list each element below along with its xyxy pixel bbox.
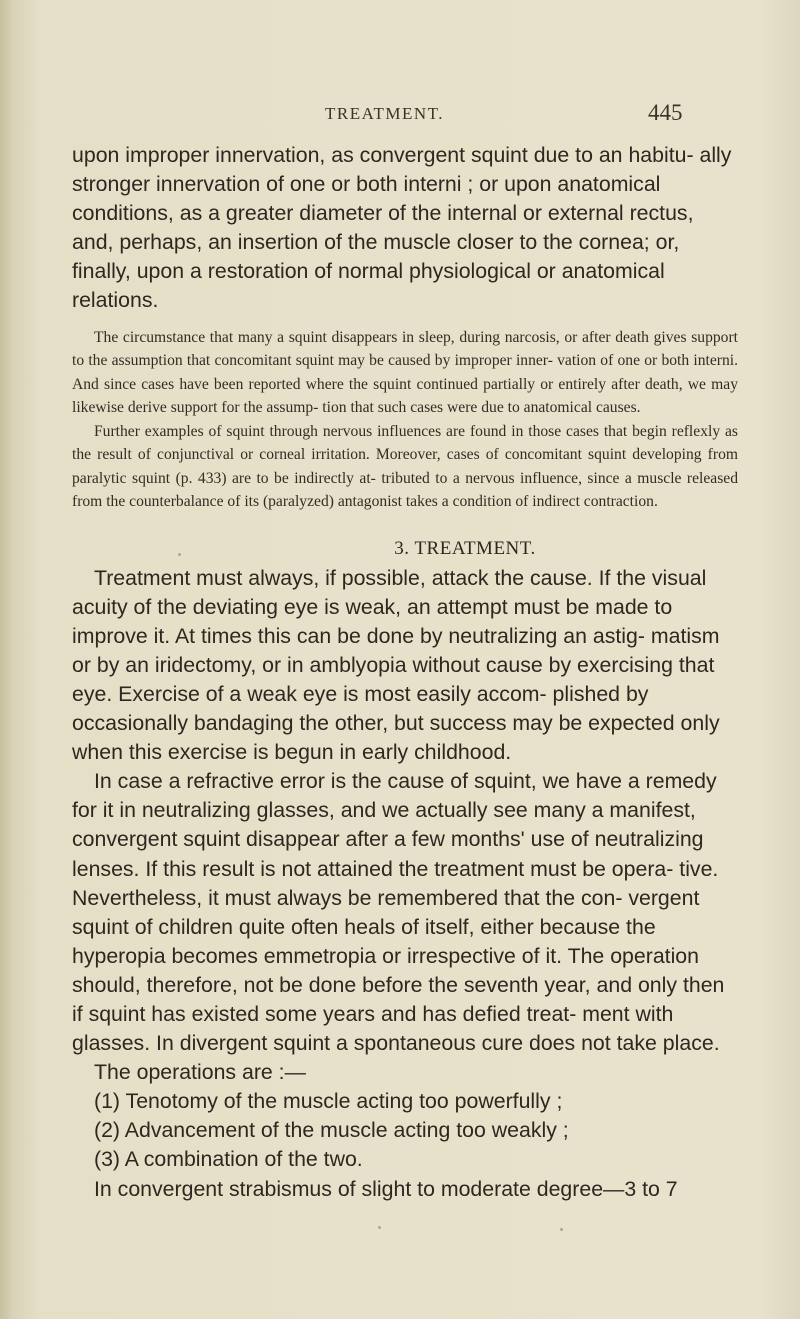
small-print-paragraph: The circumstance that many a squint disappears in sleep, during narcosis, or after death gives support to the assumption that concomitant squint may be caused by improper inner- vation of one or both interni. And since cases have been reported where the squint continued partially or entirely after death, we may likewise derive support for the assump- tion that such cases were due to anatomical causes.: [72, 328, 738, 417]
operation-item: (2) Advancement of the muscle acting too weakly ;: [94, 1118, 569, 1143]
page-body: [72, 141, 738, 1204]
running-title: TREATMENT.: [325, 104, 445, 123]
page-edge-shadow: [0, 0, 12, 1319]
small-print-paragraph: Further examples of squint through nervous influences are found in those cases that begin reflexly as the result of conjunctival or corneal irritation. Moreover, cases of concomitant squint developing from paralytic squint (p. 433) are to be indirectly at- tributed to a nervous influence, since a muscle released from the counterbalance of its (paralyzed) antagonist takes a condition of indirect contraction.: [72, 422, 738, 511]
operation-item: (1) Tenotomy of the muscle acting too powerfully ;: [94, 1089, 563, 1114]
operations-intro: The operations are :—: [94, 1060, 306, 1085]
paper-speck: [378, 1226, 381, 1229]
paper-speck: [560, 1228, 563, 1231]
running-header: [70, 100, 750, 130]
treatment-paragraph: In case a refractive error is the cause of squint, we have a remedy for it in neutralizing glasses, and we actually see many a manifest, convergent squint disappear after a few months' use of neutralizing lenses. If this result is not attained the treatment must be opera- tive. Nevertheless, it must always be remembered that the con- vergent squint of children quite often heals of itself, either because the hyperopia becomes emmetropia or irrespective of it. The operation should, therefore, not be done before the seventh year, and only then if squint has existed some years and has defied treat- ment with glasses. In divergent squint a spontaneous cure does not take place.: [72, 769, 725, 1056]
page-number: 445: [648, 100, 683, 125]
treatment-paragraph: Treatment must always, if possible, attack the cause. If the visual acuity of the deviating eye is weak, an attempt must be made to improve it. At times this can be done by neutralizing an astig- matism or by an iridectomy, or in amblyopia without cause by exercising that eye. Exercise of a weak eye is most easily accom- plished by occasionally bandaging the other, but success may be expected only when this exercise is begun in early childhood.: [72, 565, 720, 765]
small-print-block: [72, 326, 738, 514]
section-heading: 3. TREATMENT.: [394, 537, 536, 559]
paper-speck: [178, 553, 181, 556]
closing-line: In convergent strabismus of slight to moderate degree—3 to 7: [94, 1176, 678, 1201]
paragraph-continuation: upon improper innervation, as convergent squint due to an habitu- ally stronger innervation of one or both interni ; or upon anatomical conditions, as a greater diameter of the internal or external rectus, and, perhaps, an insertion of the muscle closer to the cornea; or, finally, upon a restoration of normal physiological or anatomical relations.: [72, 143, 732, 313]
operation-item: (3) A combination of the two.: [94, 1147, 363, 1172]
